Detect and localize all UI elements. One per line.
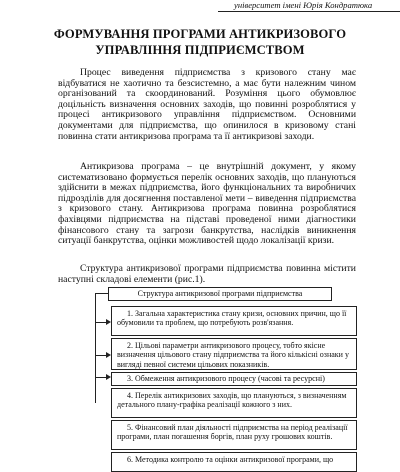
diagram-item-1-text: 1. Загальна характеристика стану кризи, основних причин, що її обумовили та проблем, що потребують розв'язання. — [117, 309, 347, 328]
diagram-item-5-text: 5. Фінансовий план діяльності підприємства на період реалізації програми, план погашення боргів, план руху грошових коштів. — [117, 423, 348, 442]
paragraph-2-text: Антикризова програма – це внутрішній документ, у якому систематизовано формується перелік основних заходів, що плануються здійснити в межах підприємства, його функціональних та виробничих підрозділів для досягнення поставленої мети – виведення підприємства з кризового стану. Антикризова програма повинна розроблятися фахівцями підприємства на підставі проведеної ними діагностики фінансового стану та загрози банкрутства, наслідків виникнення ситуації банкрутства, оцінки можливостей щодо локалізації кризи. — [58, 161, 356, 247]
diagram-item-1 — [111, 306, 357, 336]
paragraph-3-text: Структура антикризової програми підприємства повинна містити наступні складові елементи (рис.1). — [58, 263, 356, 285]
connector-2 — [95, 355, 106, 356]
diagram-heading-box — [108, 287, 332, 301]
diagram-item-4-text: 4. Перелік антикризових заходів, що плануються, з визначенням детального плану-графіка реалізації кожного з них. — [117, 391, 347, 410]
diagram-item-4 — [111, 388, 357, 418]
diagram-item-6-text: 6. Методика контролю та оцінки антикризової програми, що — [127, 455, 334, 464]
diagram-item-3-text: 3. Обмеження антикризового процесу (часові та ресурсні) — [127, 374, 325, 383]
diagram-item-2 — [111, 338, 357, 370]
diagram-trunk-line — [95, 293, 96, 403]
paragraph-1-text: Процес виведення підприємства з кризового стану має відбуватися не хаотично та безсистемно, а має бути належним чином організований та скоординований. Розуміння цього обумовлює доцільність визначення основних заходів, що повинні розроблятися у процесі антикризового управління підприємством. Основними документами для підприємства, що опинилося в кризовому стані повинна стати антикризова програма та її антикризові заходи. — [58, 67, 356, 142]
diagram-heading: Структура антикризової програми підприємства — [137, 289, 303, 298]
connector-3 — [95, 377, 106, 378]
diagram-item-2-text: 2. Цільові параметри антикризового процесу, тобто якісне визначення цільового стану підприємства та його кількісні ознаки у вигляді певної системи цільових показників. — [117, 341, 349, 369]
diagram-item-5 — [111, 420, 357, 450]
author-affiliation: університет імені Юрія Кондратюка — [234, 0, 373, 10]
diagram-item-6 — [111, 452, 357, 472]
connector-1 — [95, 322, 106, 323]
title-line-1: ФОРМУВАННЯ ПРОГРАМИ АНТИКРИЗОВОГО — [53, 27, 347, 41]
diagram-item-3 — [111, 372, 357, 386]
title-line-2: УПРАВЛІННЯ ПІДПРИЄМСТВОМ — [95, 43, 305, 57]
diagram-heading-connector — [95, 293, 108, 294]
